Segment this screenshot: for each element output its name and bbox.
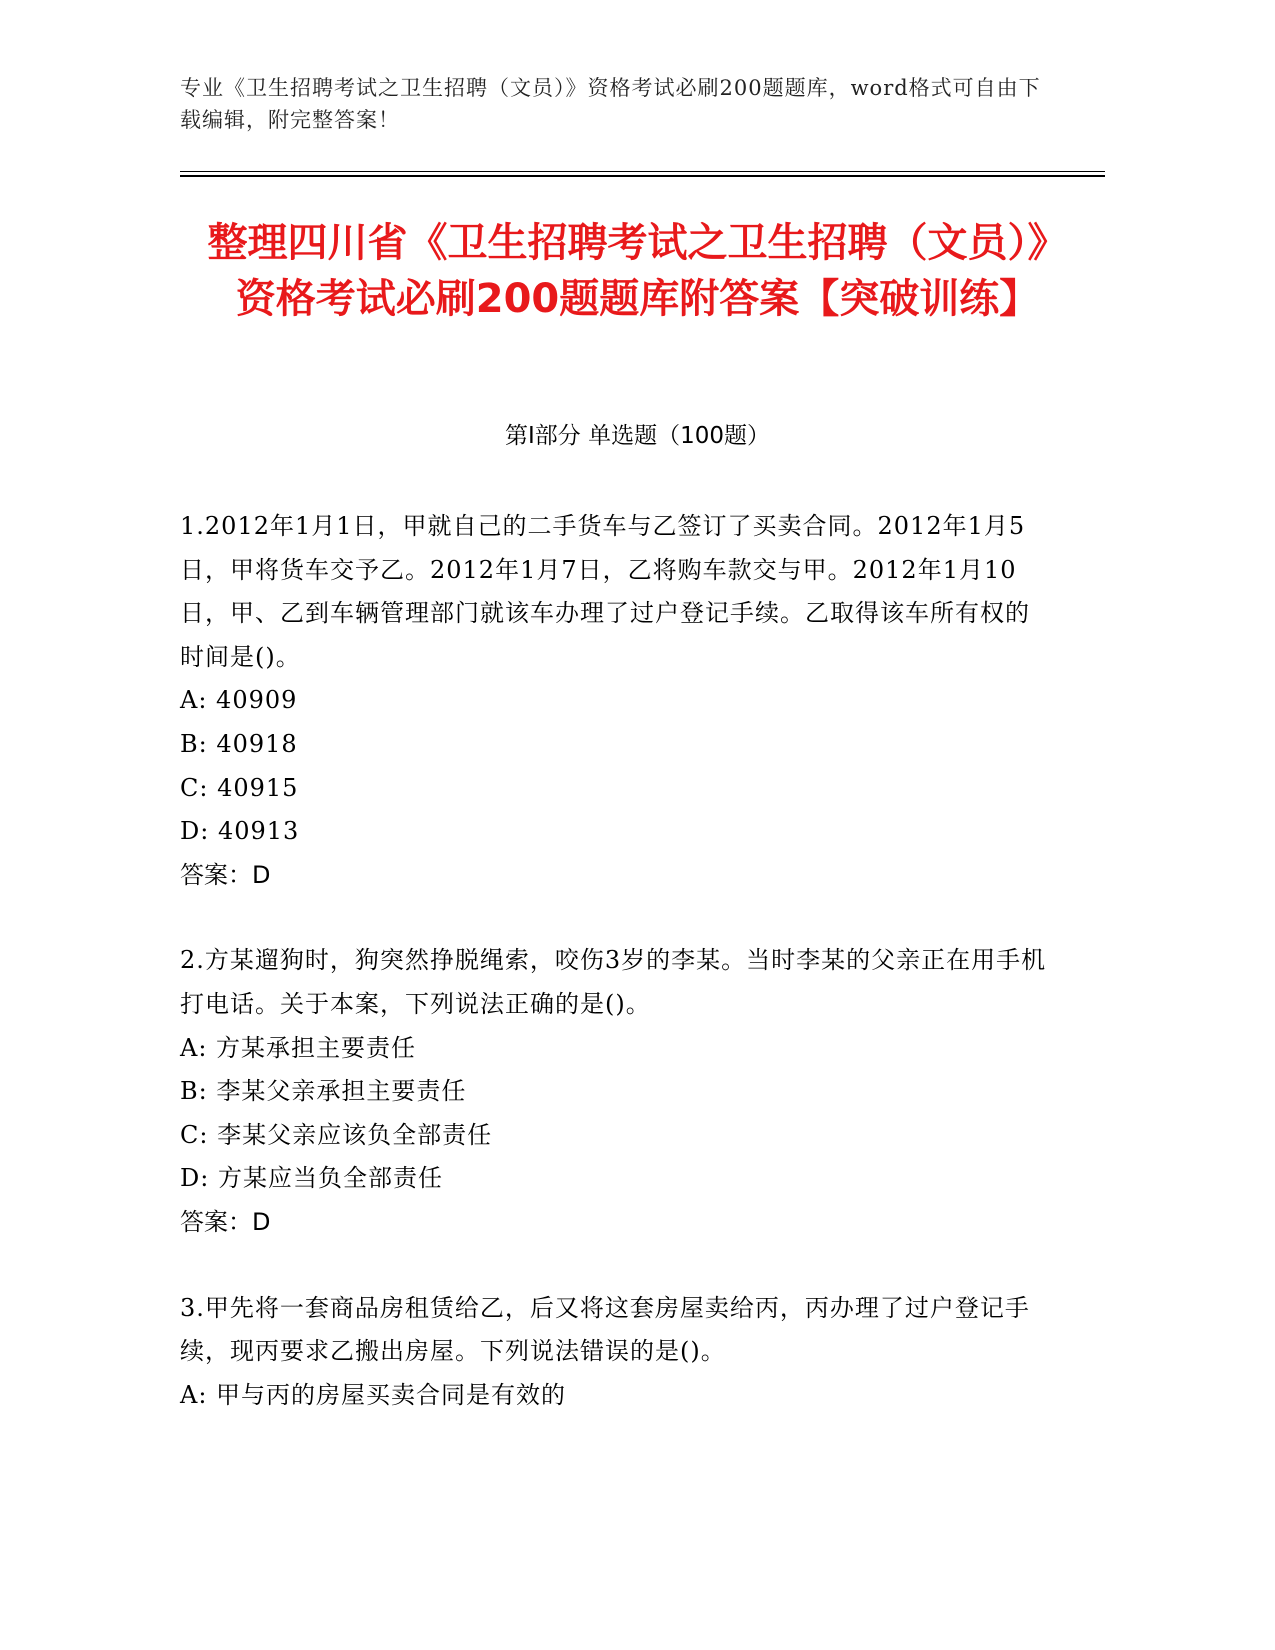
question-list (180, 505, 1050, 1459)
answer: 答案：D (180, 860, 271, 889)
header-rule-thick (180, 175, 1105, 177)
question-stem: 1.2012年1月1日，甲就自己的二手货车与乙签订了买卖合同。2012年1月5日，甲将货车交予乙。2012年1月7日，乙将购车款交与甲。2012年1月10日，甲、乙到车辆管理部门就该车办理了过户登记手续。乙取得该车所有权的时间是()。 (180, 512, 1030, 671)
option-a: A: 40909 (180, 686, 298, 715)
option-b: B: 40918 (180, 729, 298, 758)
option-c: C: 李某父亲应该负全部责任 (180, 1120, 493, 1149)
header-rule-thin (180, 171, 1105, 172)
question-3 (180, 1287, 1050, 1418)
option-d: D: 40913 (180, 817, 300, 846)
section-title: 第Ⅰ部分 单选题（100题） (505, 423, 770, 449)
question-2 (180, 939, 1050, 1244)
question-1 (180, 505, 1050, 897)
option-c: C: 40915 (180, 773, 299, 802)
option-a: A: 甲与丙的房屋买卖合同是有效的 (180, 1380, 567, 1409)
option-b: B: 李某父亲承担主要责任 (180, 1077, 467, 1106)
option-d: D: 方某应当负全部责任 (180, 1164, 443, 1193)
header-note: 专业《卫生招聘考试之卫生招聘（文员）》资格考试必刷200题题库，word格式可自由下载编辑，附完整答案！ (180, 76, 1041, 132)
answer: 答案：D (180, 1207, 271, 1236)
document-title: 整理四川省《卫生招聘考试之卫生招聘（文员）》资格考试必刷200题题库附答案【突破训练】 (207, 220, 1068, 322)
question-stem: 3.甲先将一套商品房租赁给乙，后又将这套房屋卖给丙，丙办理了过户登记手续，现丙要求乙搬出房屋。下列说法错误的是()。 (180, 1293, 1030, 1366)
option-a: A: 方某承担主要责任 (180, 1033, 417, 1062)
question-stem: 2.方某遛狗时，狗突然挣脱绳索，咬伤3岁的李某。当时李某的父亲正在用手机打电话。关于本案，下列说法正确的是()。 (180, 946, 1047, 1018)
